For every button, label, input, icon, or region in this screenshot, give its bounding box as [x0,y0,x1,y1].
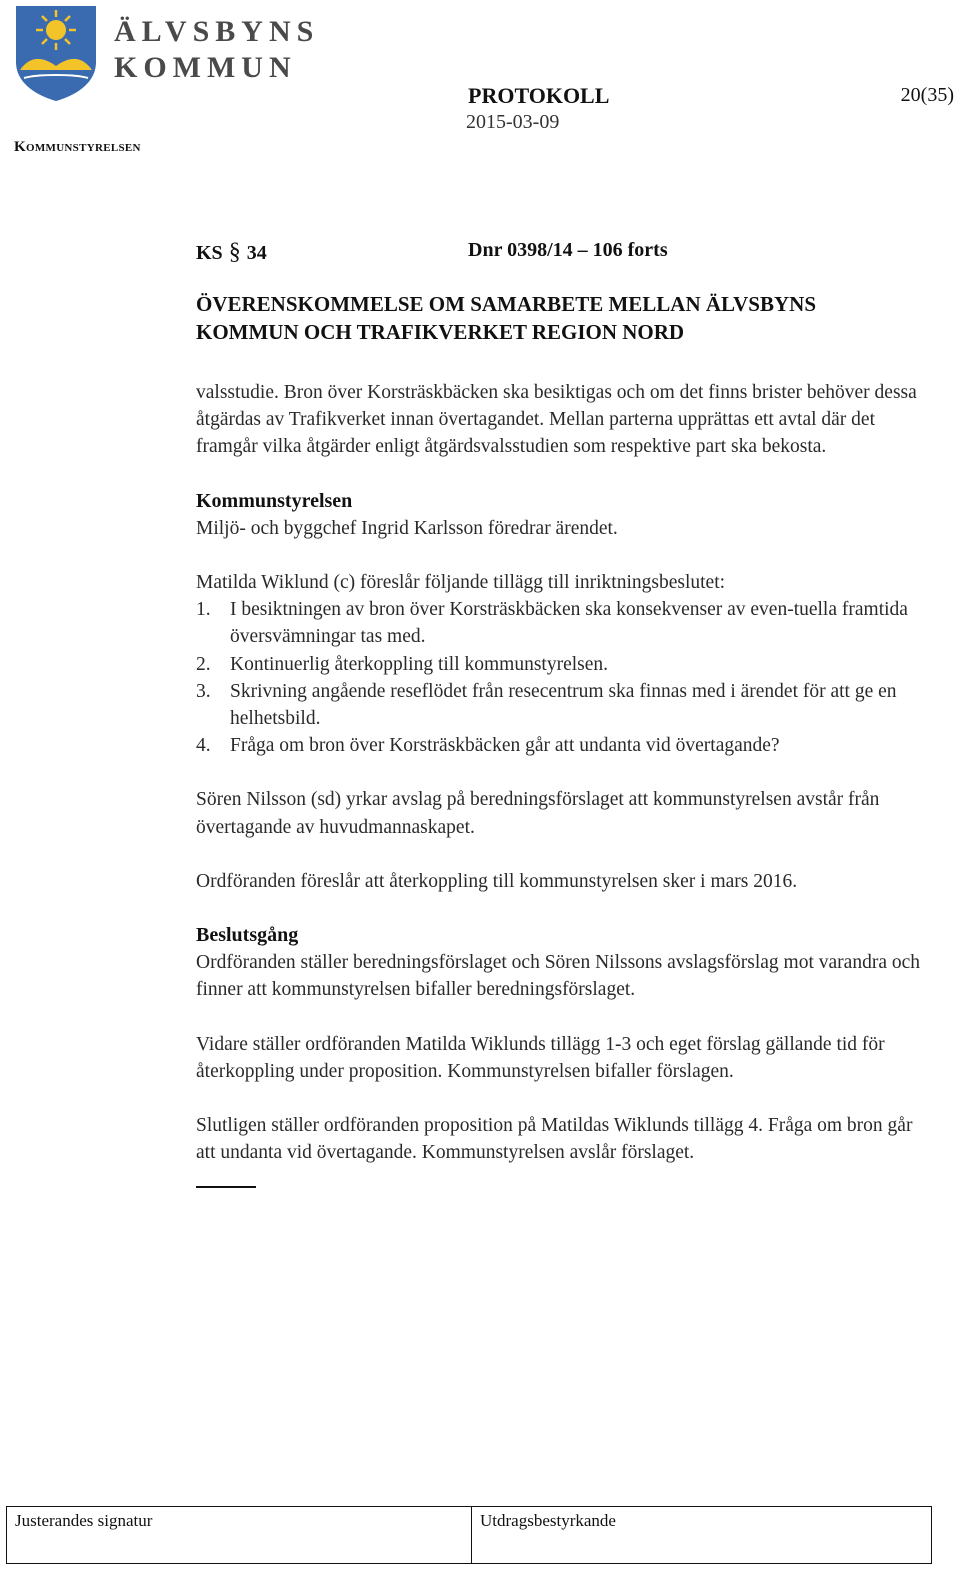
document-date: 2015-03-09 [466,111,560,133]
list-item: 1. I besiktningen av bron över Korsträskbäcken ska konsekvenser av even-tuella framtida översvämningar tas med. [196,599,908,648]
signature-footer [6,1506,932,1564]
document-type: PROTOKOLL [468,83,610,108]
case-number: 34 [246,242,267,264]
case-title-line-2: KOMMUN OCH TRAFIKVERKET REGION NORD [196,320,685,344]
decision-paragraph-3: Slutligen ställer ordföranden proposition på Matildas Wiklunds tillägg 4. Fråga om bron går att undanta vid övertagande. Kommunstyrelsen avslår förslaget. [196,1115,913,1164]
registration-number: Dnr 0398/14 – 106 forts [468,239,668,261]
decision-paragraph-1: Ordföranden ställer beredningsförslaget och Sören Nilssons avslagsförslag mot varandra och finner att kommunstyrelsen bifaller beredningsförslaget. [196,952,921,1001]
proposal-list [196,596,934,759]
department-name: Kommunstyrelsen [14,139,141,155]
heading-kommunstyrelsen: Kommunstyrelsen [196,489,353,512]
presenter-paragraph: Miljö- och byggchef Ingrid Karlsson föredrar ärendet. [196,517,618,539]
wordmark-line-2: KOMMUN [114,51,297,84]
signature-box [7,1507,472,1563]
heading-beslutsgang: Beslutsgång [196,924,299,947]
list-item: 4. Fråga om bron över Korsträskbäcken går att undanta vid övertagande? [196,735,780,757]
page-number: 20(35) [900,84,954,106]
list-item: 3. Skrivning angående reseflödet från resecentrum ska finnas med i ärendet för att ge en helhetsbild. [196,680,897,730]
document-body [196,379,934,1188]
intro-paragraph: valsstudie. Bron över Korsträskbäcken ska besiktigas och om det finns brister behöver dessa åtgärdas av Trafikverket innan övertagandet. Mellan parterna upprättas ett avtal där det framgår vilka åtgärder enligt åtgärdsvalsstudien som respektive part ska bekosta. [196,382,917,458]
extract-label: Utdragsbestyrkande [480,1511,616,1530]
list-item: 2. Kontinuerlig återkoppling till kommunstyrelsen. [196,653,609,675]
case-title [196,290,936,346]
case-prefix: KS [196,242,223,264]
soren-paragraph: Sören Nilsson (sd) yrkar avslag på beredningsförslaget att kommunstyrelsen avstår från övertagande av huvudmannaskapet. [196,789,880,838]
proposal-intro: Matilda Wiklund (c) föreslår följande tillägg till inriktningsbeslutet: [196,572,726,594]
end-rule [196,1186,256,1188]
signature-label: Justerandes signatur [15,1511,153,1530]
municipality-wordmark [114,14,319,86]
decision-paragraph-2: Vidare ställer ordföranden Matilda Wiklunds tillägg 1-3 och eget förslag gällande tid för återkoppling under proposition. Kommunstyrelsen bifaller förslagen. [196,1033,885,1082]
wordmark-line-1: ÄLVSBYNS [114,15,320,48]
chair-paragraph: Ordföranden föreslår att återkoppling till kommunstyrelsen sker i mars 2016. [196,870,798,892]
case-title-line-1: ÖVERENSKOMMELSE OM SAMARBETE MELLAN ÄLVSBYNS [196,292,816,316]
extract-certification-box [472,1507,931,1563]
section-symbol: § [228,239,241,265]
municipality-coat-of-arms-icon [14,4,98,102]
case-section [196,239,267,266]
